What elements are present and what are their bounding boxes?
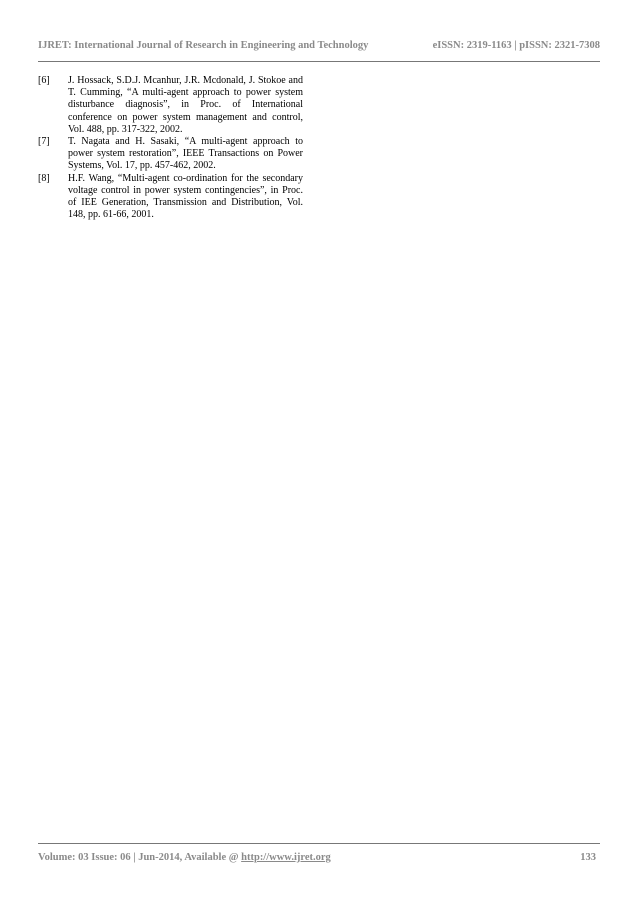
reference-text: J. Hossack, S.D.J. Mcanhur, J.R. Mcdonald, J. Stokoe and T. Cumming, “A multi-agent approach to power system disturbance diagnosis”, in Proc. of International conference on power system management and control, Vol. 488, pp. 317-322, 2002. <box>68 75 303 135</box>
reference-item <box>38 75 303 136</box>
reference-number: [6] <box>38 75 50 86</box>
reference-item <box>38 173 303 222</box>
reference-item <box>38 136 303 173</box>
reference-text: H.F. Wang, “Multi-agent co-ordination for the secondary voltage control in power system contingencies”, in Proc. of IEE Generation, Transmission and Distribution, Vol. 148, pp. 61-66, 2001. <box>68 172 303 221</box>
reference-number: [7] <box>38 136 50 148</box>
journal-title: IJRET: International Journal of Research in Engineering and Technology <box>38 40 369 51</box>
volume-text: Volume: 03 Issue: 06 | Jun-2014, Available @ <box>38 852 242 863</box>
footer-rule <box>38 843 600 844</box>
running-header <box>38 40 600 51</box>
reference-text: T. Nagata and H. Sasaki, “A multi-agent approach to power system restoration”, IEEE Transactions on Power Systems, Vol. 17, pp. 457-462, 2002. <box>68 136 303 172</box>
page-number: 133 <box>580 852 596 863</box>
reference-list <box>38 75 303 221</box>
issn-info: eISSN: 2319-1163 | pISSN: 2321-7308 <box>432 40 600 51</box>
header-rule <box>38 61 600 62</box>
running-footer <box>38 852 596 863</box>
journal-link[interactable]: http://www.ijret.org <box>241 852 331 863</box>
reference-number: [8] <box>38 172 50 184</box>
footer-volume <box>38 852 331 863</box>
